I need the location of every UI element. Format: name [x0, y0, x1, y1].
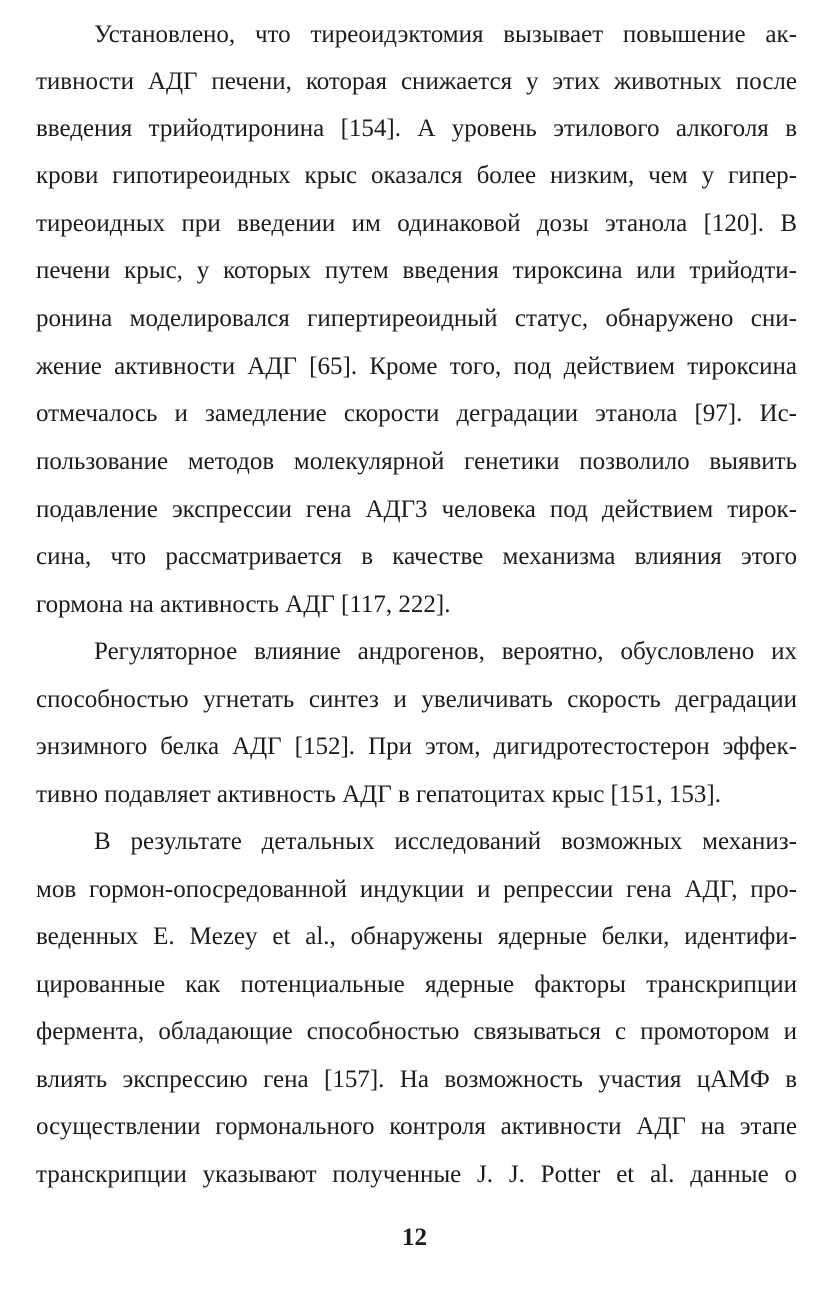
text-line: способностью угнетать синтез и увеличивать скорость деградации [36, 686, 797, 713]
text-line: веденных E. Mezey et al., обнаружены ядерные белки, идентифи- [36, 923, 797, 950]
text-line: тивности АДГ печени, которая снижается у этих животных после [36, 68, 797, 95]
text-line: жение активности АДГ [65]. Кроме того, под действием тироксина [36, 353, 797, 380]
text-line: фермента, обладающие способностью связываться с промотором и [36, 1018, 797, 1045]
text-line: крови гипотиреоидных крыс оказался более низким, чем у гипер- [36, 162, 797, 189]
text-line: Установлено, что тиреоидэктомия вызывает повышение ак- [94, 21, 797, 48]
text-line: цированные как потенциальные ядерные факторы транскрипции [36, 971, 797, 998]
page-number: 12 [402, 1224, 427, 1251]
text-line: сина, что рассматривается в качестве механизма влияния этого [36, 543, 797, 570]
text-line: мов гормон-опосредованной индукции и репрессии гена АДГ, про- [36, 876, 797, 903]
text-line: тивно подавляет активность АДГ в гепатоцитах крыс [151, 153]. [36, 781, 721, 808]
text-line: энзимного белка АДГ [152]. При этом, дигидротестостерон эффек- [36, 733, 797, 760]
text-line: гормона на активность АДГ [117, 222]. [36, 591, 451, 618]
text-line: отмечалось и замедление скорости деградации этанола [97]. Ис- [36, 400, 797, 427]
text-line: пользование методов молекулярной генетики позволило выявить [36, 448, 797, 475]
text-line: влиять экспрессию гена [157]. На возможность участия цАМФ в [36, 1066, 797, 1093]
text-line: транскрипции указывают полученные J. J. Potter et al. данные о [36, 1161, 797, 1188]
text-line: Регуляторное влияние андрогенов, вероятно, обусловлено их [94, 638, 797, 665]
text-line: печени крыс, у которых путем введения тироксина или трийодти- [36, 257, 797, 284]
text-line: осуществлении гормонального контроля активности АДГ на этапе [36, 1113, 797, 1140]
text-line: В результате детальных исследований возможных механиз- [94, 828, 797, 855]
text-line: введения трийодтиронина [154]. А уровень этилового алкоголя в [36, 115, 797, 142]
text-line: ронина моделировался гипертиреоидный статус, обнаружено сни- [36, 305, 797, 332]
text-line: подавление экспрессии гена АДГ3 человека под действием тирок- [36, 496, 797, 523]
text-line: тиреоидных при введении им одинаковой дозы этанола [120]. В [36, 210, 797, 237]
